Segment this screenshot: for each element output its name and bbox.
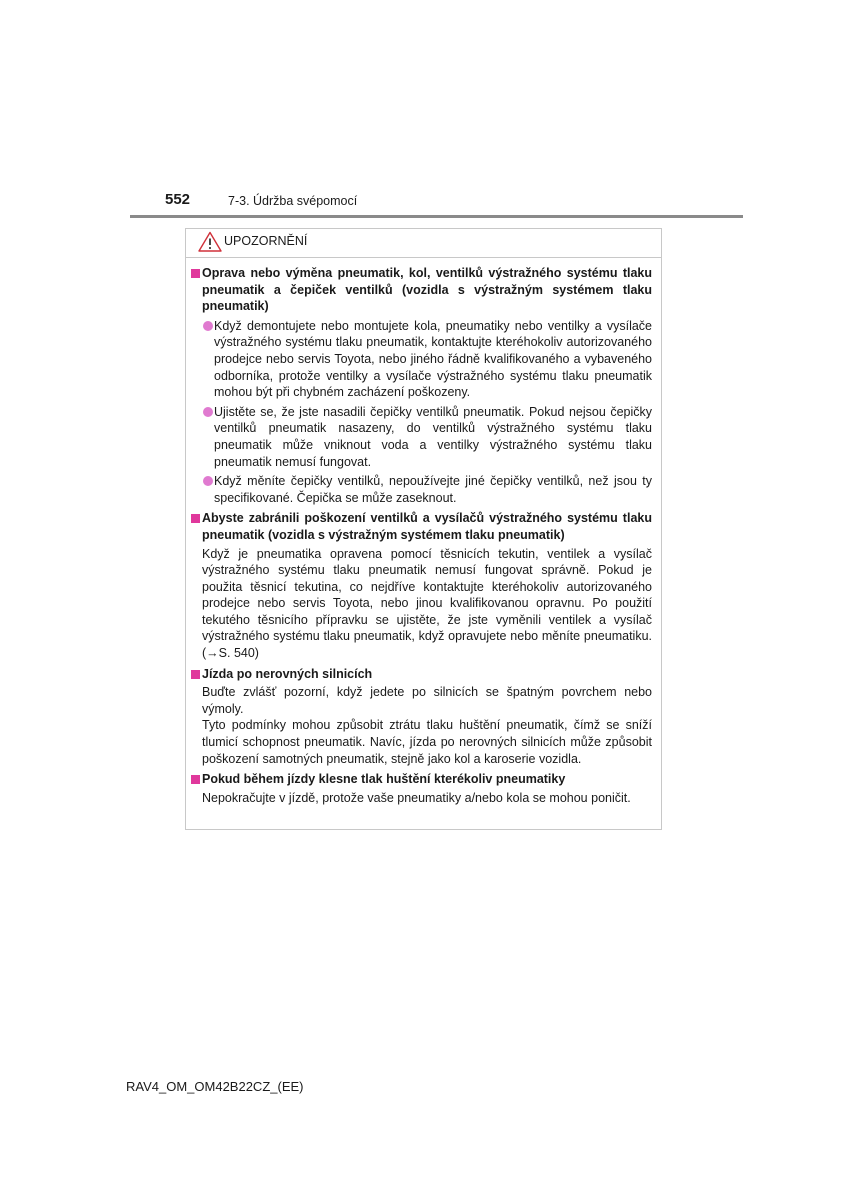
bullet-text: Když demontujete nebo montujete kola, pneumatiky nebo ventilky a vysílače výstražného systému tlaku pneumatik, kontaktujte kteréhokoliv autorizovaného prodejce nebo servis Toyota, nebo jiného řádně kvalifikovaného a vybaveného odborníka, protože ventilky a vysílače výstražného systému tlaku pneumatik mohou být při chybném zacházení poškozeny. (214, 318, 652, 400)
bullet-item (188, 318, 652, 401)
bullet-item (188, 473, 652, 506)
round-bullet-icon (203, 476, 213, 486)
warning-content (186, 258, 661, 806)
section-heading-text: Jízda po nerovných silnicích (202, 666, 373, 681)
section-heading-text: Abyste zabránili poškození ventilků a vysílačů výstražného systému tlaku pneumatik (vozidla s výstražným systémem tlaku pneumatik) (202, 511, 652, 542)
square-bullet-icon (191, 670, 200, 679)
bullet-text: Když měníte čepičky ventilků, nepoužívejte jiné čepičky ventilků, než jsou ty specifikované. Čepička se může zaseknout. (214, 474, 652, 505)
section-heading (188, 771, 652, 788)
section-heading (188, 510, 652, 543)
warning-label: UPOZORNĚNÍ (224, 234, 308, 248)
round-bullet-icon (203, 321, 213, 331)
header-rule (130, 215, 743, 218)
section-paragraph: Nepokračujte v jízdě, protože vaše pneumatiky a/nebo kola se mohou poničit. (202, 790, 631, 805)
section-title: 7-3. Údržba svépomocí (228, 194, 358, 208)
section-heading (188, 265, 652, 315)
square-bullet-icon (191, 775, 200, 784)
footer-code: RAV4_OM_OM42B22CZ_(EE) (126, 1079, 304, 1094)
warning-header (186, 229, 661, 258)
section-heading-text: Oprava nebo výměna pneumatik, kol, ventilků výstražného systému tlaku pneumatik a čepiček ventilků (vozidla s výstražným systémem tlaku pneumatik) (202, 266, 652, 314)
section-paragraph: Tyto podmínky mohou způsobit ztrátu tlaku huštění pneumatik, čímž se sníží tlumicí schopnost pneumatik. Navíc, jízda po nerovných silnicích může způsobit poškození samotných pneumatik, stejně jako kol a karoserie vozidla. (202, 718, 652, 766)
section-heading (188, 666, 652, 683)
section-paragraph: Když je pneumatika opravena pomocí těsnicích tekutin, ventilek a vysílač výstražného systému tlaku pneumatik nemusí fungovat správně. Pokud je použita těsnicí tekutina, co nejdříve kontaktujte kteréhokoliv autorizovaného prodejce nebo servis Toyota, nebo jinou kvalifikovanou opravnu. Po použití tekutého těsnicího přípravku se ujistěte, že jste vyměnili ventilek a vysílač výstražného systému tlaku pneumatik, když opravujete nebo měníte pneumatiku. (→S. 540) (202, 546, 652, 661)
section-paragraph: Buďte zvlášť pozorní, když jedete po silnicích se špatným povrchem nebo výmoly. (202, 685, 652, 716)
warning-triangle-icon (198, 231, 222, 252)
bullet-text: Ujistěte se, že jste nasadili čepičky ventilků pneumatik. Pokud nejsou čepičky ventilků pneumatik nasazeny, do ventilků výstražného systému tlaku pneumatik může vniknout voda a ventilky výstražného systému tlaku pneumatik nemusí fungovat. (214, 404, 652, 469)
round-bullet-icon (203, 407, 213, 417)
section-heading-text: Pokud během jízdy klesne tlak huštění kterékoliv pneumatiky (202, 772, 566, 787)
bullet-item (188, 404, 652, 470)
square-bullet-icon (191, 514, 200, 523)
square-bullet-icon (191, 269, 200, 278)
warning-box (185, 228, 662, 830)
page-number: 552 (165, 191, 191, 208)
